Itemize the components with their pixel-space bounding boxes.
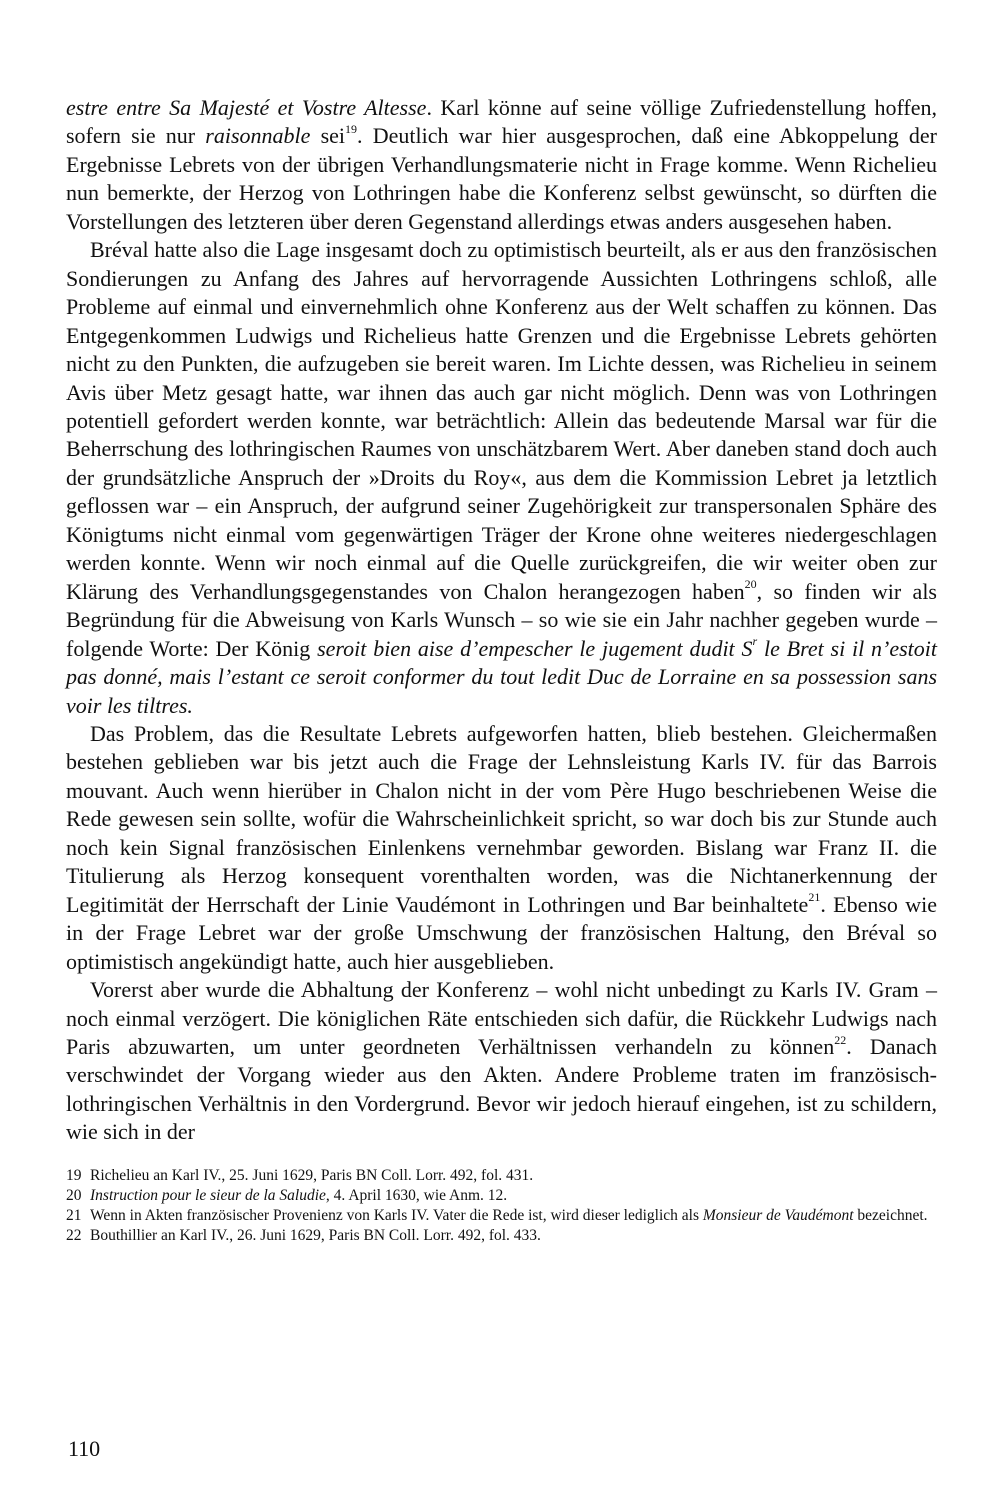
text-run: Richelieu an Karl IV., 25. Juni 1629, Paris BN Coll. Lorr. 492, fol. 431. — [90, 1166, 534, 1184]
page-content — [66, 94, 937, 1246]
footnote-ref: 20 — [744, 577, 757, 592]
text-run: Wenn in Akten französischer Provenienz von Karls IV. Vater die Rede ist, wird dieser lediglich als — [90, 1206, 703, 1224]
paragraph-2 — [66, 236, 937, 720]
footnote-number: 19 — [66, 1166, 82, 1184]
footnote-text — [90, 1186, 937, 1206]
text-run: Das Problem, das die Resultate Lebrets aufgeworfen hatten, blieb bestehen. Gleichermaßen bestehen geblieben war bis jetzt auch die Frage der Lehnsleistung Karls IV. für das Barrois mouvant. Auch wenn hierüber in Chalon nicht in der vom Père Hugo beschriebenen Weise die Rede gewesen sein sollte, wofür die Wahrscheinlichkeit spricht, so war doch bis zur Stunde auch noch kein Signal französischen Einlenkens vernehmbar geworden. Bislang war Franz II. die Titulierung als Herzog konsequent vorenthalten worden, was die Nichtanerkennung der Legitimität der Herrschaft der Linie Vaudémont in Lothringen und Bar beinhaltete — [66, 720, 937, 917]
footnote-22 — [66, 1226, 937, 1246]
paragraph-4 — [66, 976, 937, 1147]
footnote-21 — [66, 1206, 937, 1226]
body-text — [66, 94, 937, 1147]
footnote-text — [90, 1226, 937, 1246]
text-run: . Deutlich war hier ausgesprochen, daß eine Abkoppelung der Ergebnisse Lebrets von der übrigen Verhandlungsmaterie nicht in Frage komme. Wenn Richelieu nun bemerkte, der Herzog von Lothringen habe die Konferenz selbst gewünscht, so dürften die Vorstellungen des letzteren über deren Gegenstand allerdings etwas anders ausgesehen haben. — [66, 123, 937, 234]
text-run: Bréval hatte also die Lage insgesamt doch zu optimistisch beurteilt, als er aus den französischen Sondierungen zu Anfang des Jahres auf hervorragende Aussichten Lothringens schloß, alle Probleme auf einmal und einvernehmlich ohne Konferenz aus der Welt schaffen zu können. Das Entgegenkommen Ludwigs und Richelieus hatte Grenzen und die Ergebnisse Lebrets gehörten nicht zu den Punkten, die aufzugeben sie bereit waren. Im Lichte dessen, was Richelieu in seinem Avis über Metz gesagt hatte, war ihnen das auch gar nicht möglich. Denn was von Lothringen potentiell gefordert werden konnte, war beträchtlich: Allein das bedeutende Marsal war für die Beherrschung des lothringischen Raumes von unschätzbarem Wert. Aber daneben stand doch auch der grundsätzliche Anspruch der »Droits du Roy«, aus dem die Kommission Lebret ja letztlich geflossen war – ein Anspruch, der aufgrund seiner Zugehörigkeit zur transpersonalen Sphäre des Königtums nicht einmal vom gegenwärtigen Träger der Krone ohne weiteres niedergeschlagen werden konnte. Wenn wir noch einmal auf die Quelle zurückgreifen, die wir weiter oben zur Klärung des Verhandlungsgegenstandes von Chalon herangezogen haben — [66, 237, 937, 604]
footnote-text — [90, 1206, 937, 1226]
text-run: bezeichnet. — [853, 1206, 928, 1224]
text-run: sei — [310, 123, 346, 149]
italic-text: Instruction pour le sieur de la Saludie — [90, 1186, 326, 1204]
italic-text: Monsieur de Vaudémont — [702, 1206, 854, 1224]
text-run: . Karl könne auf seine völlige Zufriedenstellung hoffen, sofern sie nur — [66, 95, 937, 149]
text-run: Vorerst aber wurde die Abhaltung der Konferenz – wohl nicht unbedingt zu Karls IV. Gram – noch einmal verzögert. Die königlichen Räte entschieden sich dafür, die Rückkehr Ludwigs nach Paris abzuwarten, um unter geordneten Verhältnissen verhandeln zu können — [66, 977, 937, 1059]
text-run: , 4. April 1630, wie Anm. 12. — [325, 1186, 508, 1204]
footnote-20 — [66, 1186, 937, 1206]
footnote-ref: 19 — [345, 122, 358, 137]
footnote-ref: 21 — [808, 890, 821, 905]
italic-text: le Bret si il n’estoit pas donné, mais l’estant ce seroit conformer du tout ledit Duc de Lorraine en sa possession sans voir les tiltres. — [66, 635, 938, 718]
footnote-number: 20 — [66, 1186, 82, 1204]
paragraph-3 — [66, 720, 937, 976]
italic-text: estre entre Sa Majesté et Vostre Altesse — [66, 95, 427, 120]
footnote-ref: r — [752, 634, 758, 649]
paragraph-1 — [66, 94, 937, 236]
footnote-ref: 22 — [834, 1032, 847, 1047]
text-run: . Danach verschwindet der Vorgang wieder aus den Akten. Andere Probleme traten im französisch-lothringischen Verhältnis in den Vordergrund. Bevor wir jedoch hierauf eingehen, ist zu schildern, wie sich in der — [66, 1033, 937, 1145]
footnote-19 — [66, 1166, 937, 1186]
text-run: , so finden wir als Begründung für die Abweisung von Karls Wunsch – so wie sie ein Jahr nachher gegeben wurde – folgende Worte: Der König — [66, 578, 937, 661]
footnote-number: 22 — [66, 1226, 82, 1244]
footnote-text — [90, 1166, 937, 1186]
text-run: . Ebenso wie in der Frage Lebret war der große Umschwung der französischen Haltung, den Bréval so optimistisch angekündigt hatte, auch hier ausgeblieben. — [66, 891, 937, 974]
italic-text: seroit bien aise d’empescher le jugement dudit S — [317, 635, 753, 661]
text-run: Bouthillier an Karl IV., 26. Juni 1629, Paris BN Coll. Lorr. 492, fol. 433. — [90, 1226, 541, 1244]
page-number: 110 — [68, 1436, 101, 1461]
footnote-number: 21 — [66, 1206, 82, 1224]
italic-text: raisonnable — [205, 123, 311, 149]
footnotes — [66, 1166, 937, 1246]
